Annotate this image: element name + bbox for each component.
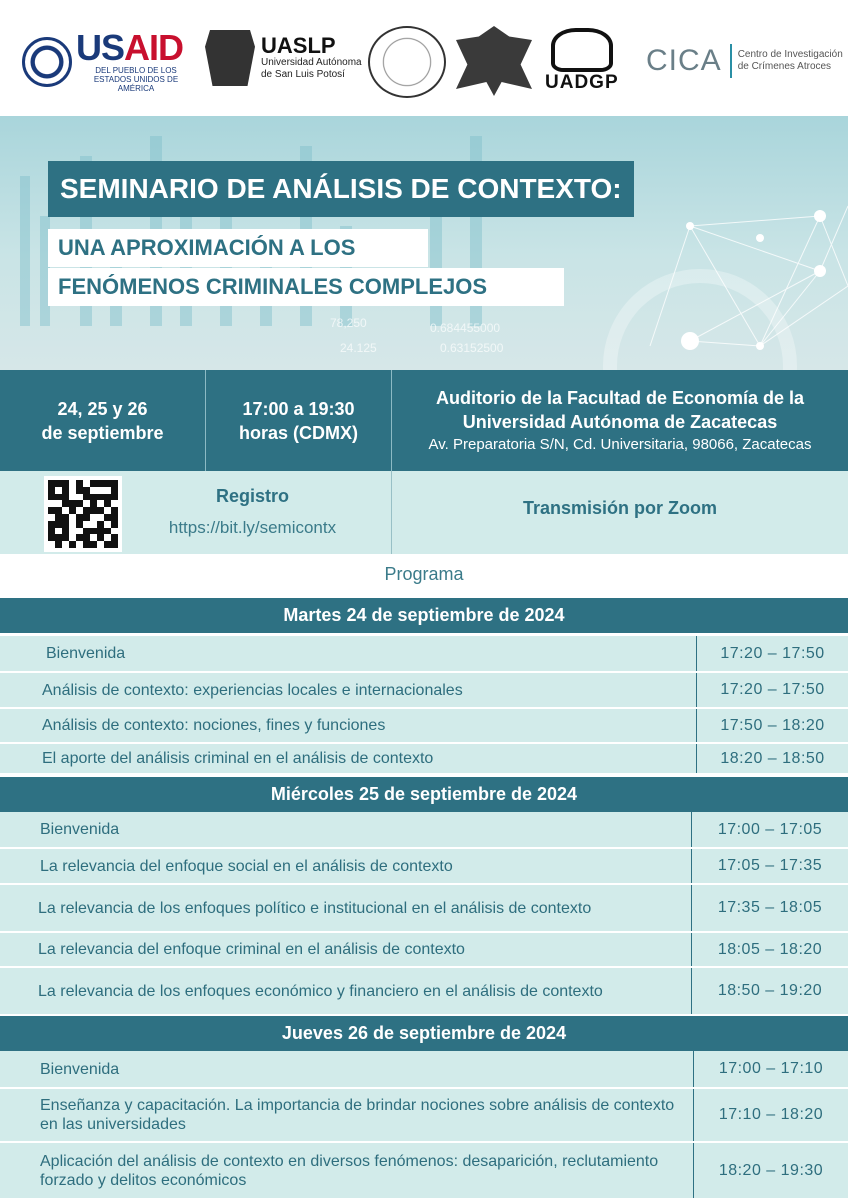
session-topic: Aplicación del análisis de contexto en diversos fenómenos: desaparición, reclutamiento forzado y delitos económicos	[40, 1152, 659, 1189]
hero-bg-number: 78,250	[330, 316, 367, 330]
session-time: 17:05 – 17:35	[691, 849, 848, 883]
session-topic: La relevancia del enfoque social en el análisis de contexto	[40, 857, 453, 875]
session-topic: Bienvenida	[46, 645, 126, 662]
uadgp-icon	[551, 28, 613, 72]
uaslp-sub-2: de San Luis Potosí	[261, 69, 345, 80]
session-time: 18:05 – 18:20	[691, 933, 848, 966]
logo-bar	[0, 0, 848, 116]
session-time: 17:35 – 18:05	[691, 885, 848, 931]
day-header: Miércoles 25 de septiembre de 2024	[0, 777, 848, 812]
uadgp-logo	[545, 28, 619, 94]
usaid-name: USAID	[76, 27, 184, 68]
session-time: 17:10 – 18:20	[693, 1089, 848, 1141]
uaslp-name: UASLP	[261, 33, 336, 58]
schedule-row	[0, 709, 848, 744]
hero-bg-number: 0.63152500	[440, 341, 504, 355]
session-time: 18:20 – 19:30	[693, 1143, 848, 1198]
page-subtitle-line-1: UNA APROXIMACIÓN A LOS	[48, 229, 428, 267]
program-label: Programa	[384, 564, 464, 584]
session-topic: Bienvenida	[40, 1060, 120, 1078]
page-title: SEMINARIO DE ANÁLISIS DE CONTEXTO:	[48, 161, 634, 217]
cica-name: CICA	[646, 44, 732, 78]
zoom-transmission-label: Transmisión por Zoom	[522, 498, 718, 518]
day-header: Jueves 26 de septiembre de 2024	[0, 1016, 848, 1051]
schedule-row	[0, 1089, 848, 1143]
event-info-bar	[0, 370, 848, 471]
session-topic: El aporte del análisis criminal en el análisis de contexto	[42, 750, 434, 767]
session-time: 18:50 – 19:20	[691, 968, 848, 1014]
schedule-row	[0, 968, 848, 1016]
schedule-row	[0, 673, 848, 709]
venue-line-1: Auditorio de la Facultad de Economía de la	[435, 387, 805, 408]
university-seal-icon	[368, 26, 446, 98]
eagle-emblem-icon	[456, 26, 532, 96]
uaslp-sub-1: Universidad Autónoma	[261, 57, 362, 68]
event-time-line-2: horas (CDMX)	[238, 422, 358, 443]
page-subtitle-line-2: FENÓMENOS CRIMINALES COMPLEJOS	[48, 268, 564, 306]
event-date-line-1: 24, 25 y 26	[57, 398, 148, 419]
session-topic: Bienvenida	[40, 821, 120, 838]
session-time: 17:20 – 17:50	[696, 636, 848, 671]
session-topic: La relevancia del enfoque criminal en el análisis de contexto	[38, 941, 465, 958]
uaslp-shield-icon	[205, 30, 255, 86]
cica-logo	[646, 44, 843, 78]
event-time-line-1: 17:00 a 19:30	[242, 398, 355, 419]
venue-line-2: Universidad Autónoma de Zacatecas	[462, 411, 778, 432]
schedule-row	[0, 636, 848, 673]
schedule-row	[0, 933, 848, 968]
session-time: 17:00 – 17:10	[693, 1051, 848, 1087]
session-topic: Análisis de contexto: nociones, fines y funciones	[42, 717, 386, 734]
session-time: 17:20 – 17:50	[696, 673, 848, 707]
hero-bg-number: 24.125	[340, 341, 377, 355]
session-topic: La relevancia de los enfoques político e institucional en el análisis de contexto	[38, 899, 592, 917]
registration-title: Registro	[215, 486, 289, 506]
cica-sub-1: Centro de Investigación	[737, 49, 843, 60]
uaslp-logo	[205, 30, 362, 86]
schedule-row	[0, 849, 848, 885]
schedule-row	[0, 1051, 848, 1089]
event-time	[205, 370, 391, 471]
venue-address: Av. Preparatoria S/N, Cd. Universitaria, 98066, Zacatecas	[428, 435, 812, 453]
day-header: Martes 24 de septiembre de 2024	[0, 598, 848, 633]
schedule-row	[0, 744, 848, 775]
uadgp-name: UADGP	[545, 72, 619, 93]
usaid-logo	[22, 27, 196, 93]
qr-code-icon[interactable]	[44, 476, 122, 552]
event-date	[0, 370, 205, 471]
event-date-line-2: de septiembre	[41, 422, 164, 443]
schedule-row	[0, 1143, 848, 1200]
session-topic: Análisis de contexto: experiencias locales e internacionales	[42, 681, 463, 699]
session-time: 17:50 – 18:20	[696, 709, 848, 742]
hero-bg-number: 0.684455000	[430, 321, 501, 335]
registration-link[interactable]: https://bit.ly/semicontx	[168, 518, 337, 537]
session-topic: Enseñanza y capacitación. La importancia de brindar nociones sobre análisis de contexto en las universidades	[40, 1097, 675, 1133]
usaid-tagline: DEL PUEBLO DE LOS ESTADOS UNIDOS DE AMÉRICA	[93, 66, 179, 93]
cica-sub-2: de Crímenes Atroces	[737, 61, 832, 72]
session-time: 17:00 – 17:05	[691, 812, 848, 847]
session-time: 18:20 – 18:50	[696, 744, 848, 773]
usaid-seal-icon	[22, 37, 72, 87]
schedule-row	[0, 812, 848, 849]
schedule-row	[0, 885, 848, 933]
session-topic: La relevancia de los enfoques económico y financiero en el análisis de contexto	[38, 982, 603, 1000]
event-venue	[391, 370, 848, 471]
